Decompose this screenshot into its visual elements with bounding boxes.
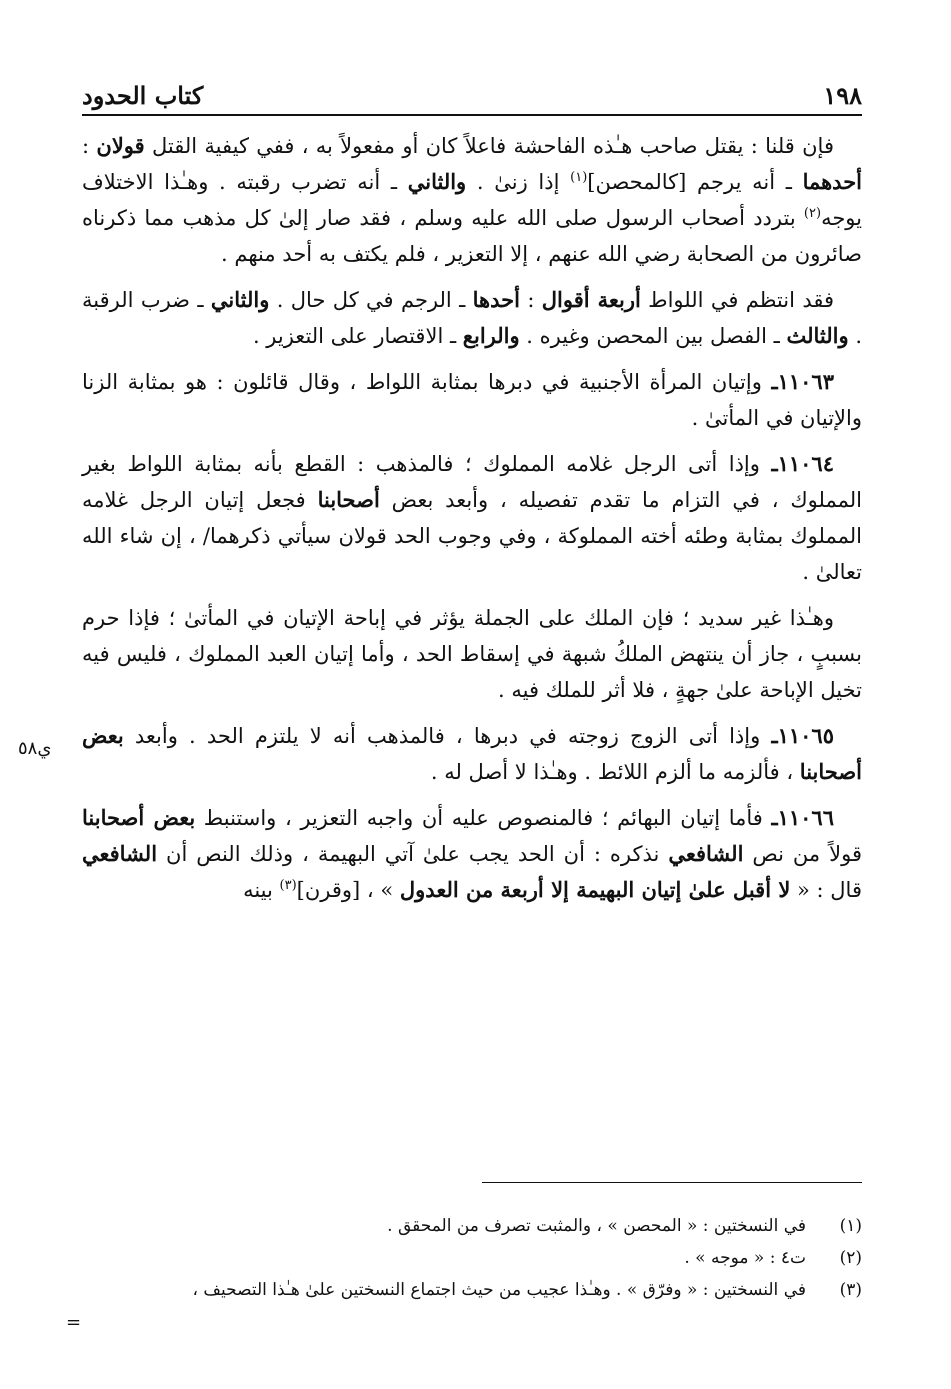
paragraph-p3 — [82, 364, 862, 436]
paragraph-p1 — [82, 128, 862, 272]
text-run: بينه — [243, 878, 280, 902]
text-run: : — [82, 134, 97, 158]
footnote — [82, 1274, 862, 1306]
text-run: ـ الفصل بين المحصن وغيره . — [519, 324, 787, 348]
text-run: وهـٰذا غير سديد ؛ فإن الملك على الجملة يؤثر في إباحة الإتيان في المأتىٰ ؛ فإذا حرم بسببٍ ، جاز أن ينتهض الملكُ شبهة في إسقاط الحد ، وأما إتيان العبد المملوك ، فليس فيه تخيل الإباحة علىٰ جهةٍ ، فلا أثر للملك فيه . — [82, 606, 862, 702]
footnote-number: (٣) — [839, 1280, 862, 1300]
text-run: نذكره : أن الحد يجب علىٰ آتي البهيمة ، وذلك النص أن — [157, 842, 669, 866]
footnote-text: في النسختين : « المحصن » ، والمثبت تصرف من المحقق . — [387, 1216, 806, 1236]
text-run: قولاً من نص — [743, 842, 862, 866]
paragraph-p4 — [82, 446, 862, 590]
text-run: ، فألزمه ما ألزم اللائط . وهـٰذا لا أصل له . — [430, 760, 800, 784]
bold-text: أصحابنا — [317, 487, 380, 512]
footnote — [82, 1210, 862, 1242]
main-text — [82, 128, 862, 918]
footnote-number: (٢) — [839, 1248, 862, 1268]
footnote-ref: (٢) — [803, 206, 822, 221]
text-run: ـ أنه يرجم [كالمحصن] — [587, 170, 803, 194]
margin-note: ي٥٨ — [18, 738, 52, 759]
text-run: إذا زنىٰ . — [466, 170, 571, 194]
bold-text: بعض أصحابنا — [82, 723, 862, 784]
paragraph-p2 — [82, 282, 862, 354]
book-title: كتاب الحدود — [82, 81, 203, 114]
footnote-text: ت٤ : « موجه » . — [684, 1248, 806, 1268]
text-run: ـ ضرب الرقبة . — [82, 288, 862, 348]
text-run: فأما إتيان البهائم ؛ فالمنصوص عليه أن واجبه التعزير ، واستنبط — [195, 806, 772, 830]
bold-text: ١١٠٦٦ـ — [771, 805, 834, 830]
text-run: : — [519, 288, 542, 312]
bold-text: ١١٠٦٤ـ — [771, 451, 834, 476]
text-run: ـ الرجم في كل حال . — [269, 288, 473, 312]
bold-text: ١١٠٦٣ـ — [771, 369, 834, 394]
footnote-number: (١) — [839, 1216, 862, 1236]
text-run: » ، [وقرن] — [296, 878, 400, 902]
footnote-text: في النسختين : « وفرّق » . وهـٰذا عجيب من حيث اجتماع النسختين علىٰ هـٰذا التصحيف ، — [192, 1280, 806, 1300]
paragraph-p6 — [82, 718, 862, 790]
text-run: فجعل إتيان الرجل غلامه المملوك بمثابة وطئه أخته المملوكة ، وفي وجوب الحد قولان سيأتي ذكرهما/ ، إن شاء الله تعالىٰ . — [82, 488, 862, 584]
text-run: فقد انتظم في اللواط — [640, 288, 834, 312]
bold-text: أحدهما — [802, 169, 863, 194]
footnote-separator — [482, 1182, 862, 1183]
footnote — [82, 1242, 862, 1274]
bold-text: لا أقبل علىٰ إتيان البهيمة إلا أربعة من العدول — [399, 877, 791, 902]
bold-text: ١١٠٦٥ـ — [771, 723, 834, 748]
bold-text: أربعة أقوال — [541, 287, 641, 312]
page-header — [82, 81, 862, 116]
text-run: قال : « — [790, 878, 862, 902]
text-run: وإذا أتى الرجل غلامه المملوك ؛ فالمذهب : القطع بأنه بمثابة اللواط بغير المملوك ، في التزام ما تقدم تفصيله ، وأبعد بعض — [82, 452, 862, 512]
text-run: وإتيان المرأة الأجنبية في دبرها بمثابة اللواط ، وقال قائلون : هو بمثابة الزنا والإتيان في المأتىٰ . — [82, 370, 862, 430]
text-run: ـ أنه تضرب رقبته . وهـٰذا الاختلاف يوجه — [82, 170, 862, 230]
footnote-ref: (٣) — [279, 878, 297, 893]
bold-text: والثاني — [407, 169, 467, 194]
bold-text: والرابع — [462, 323, 520, 348]
text-run: ـ الاقتصار على التعزير . — [252, 324, 463, 348]
bold-text: أحدها — [472, 287, 520, 312]
bold-text: قولان — [96, 133, 145, 158]
page-number: ١٩٨ — [823, 81, 862, 110]
bold-text: والثالث — [786, 323, 849, 348]
footnote-ref: (١) — [570, 170, 588, 185]
bold-text: الشافعي — [82, 841, 158, 866]
footnotes — [82, 1210, 862, 1306]
bold-text: الشافعي — [668, 841, 744, 866]
paragraph-p7 — [82, 800, 862, 908]
text-run: وإذا أتى الزوج زوجته في دبرها ، فالمذهب أنه لا يلتزم الحد . وأبعد — [123, 724, 772, 748]
corner-mark: = — [66, 1312, 82, 1333]
text-run: فإن قلنا : يقتل صاحب هـٰذه الفاحشة فاعلاً كان أو مفعولاً به ، ففي كيفية القتل — [144, 134, 834, 158]
paragraph-p5 — [82, 600, 862, 708]
text-run: بتردد أصحاب الرسول صلى الله عليه وسلم ، فقد صار إلىٰ كل مذهب مما ذكرناه صائرون من الصحابة رضي الله عنهم ، إلا التعزير ، فلم يكتف به أحد منهم . — [82, 206, 862, 266]
bold-text: بعض أصحابنا — [82, 805, 196, 830]
bold-text: والثاني — [210, 287, 270, 312]
